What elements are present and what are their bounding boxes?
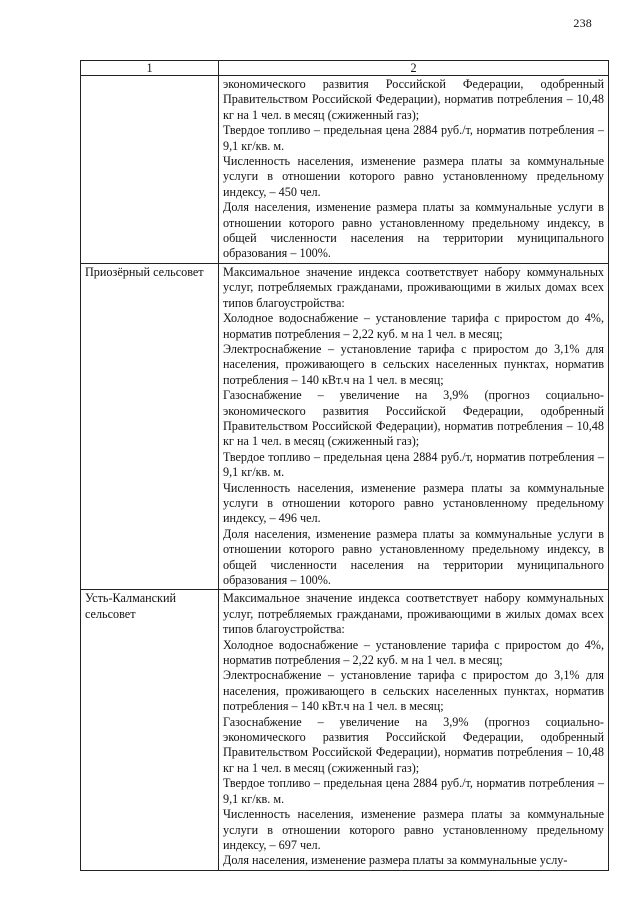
paragraph: Максимальное значение индекса соответствует набору коммунальных услуг, потребляемых гражданами, проживающими в жилых домах всех типов благоустройства:: [223, 264, 604, 310]
index-table: [80, 60, 609, 871]
paragraph: Холодное водоснабжение – установление тарифа с приростом до 4%, норматив потребления – 2,22 куб. м на 1 чел. в месяц;: [223, 637, 604, 668]
municipality-description: [219, 590, 609, 870]
paragraph: Холодное водоснабжение – установление тарифа с приростом до 4%, норматив потребления – 2,22 куб. м на 1 чел. в месяц;: [223, 311, 604, 341]
paragraph: Доля населения, изменение размера платы за коммунальные услуги в отношении которого равно установленному предельному индексу, в общей численности населения на территории муниципального образования – 100%.: [223, 200, 604, 261]
paragraph: Численность населения, изменение размера платы за коммунальные услуги в отношении которого равно установленному предельному индексу, – 496 чел.: [223, 480, 604, 526]
municipality-name: Приозёрный сельсовет: [81, 263, 219, 590]
paragraph: Твердое топливо – предельная цена 2884 руб./т, норматив потребления – 9,1 кг/кв. м.: [223, 449, 604, 480]
paragraph: Численность населения, изменение размера платы за коммунальные услуги в отношении которого равно установленному предельному индексу, – 697 чел.: [223, 807, 604, 852]
table-row: [81, 590, 609, 870]
paragraph: Газоснабжение – увеличение на 3,9% (прогноз социально-экономического развития Российской Федерации, одобренный Правительством Российской Федерации), норматив потребления – 10,48 кг на 1 чел. в месяц (сжиженный газ);: [223, 388, 604, 449]
page-number: 238: [573, 16, 592, 30]
paragraph: Доля населения, изменение размера платы за коммунальные услу-: [223, 853, 568, 868]
paragraph: Твердое топливо – предельная цена 2884 руб./т, норматив потребления – 9,1 кг/кв. м.: [223, 776, 604, 806]
paragraph: Твердое топливо – предельная цена 2884 руб./т, норматив потребления – 9,1 кг/кв. м.: [223, 123, 604, 153]
municipality-description: [219, 263, 609, 590]
table-row: [81, 263, 609, 590]
paragraph: Электроснабжение – установление тарифа с приростом до 3,1% для населения, проживающего в сельских населенных пунктах, норматив потребления – 140 кВт.ч на 1 чел. в месяц;: [223, 668, 604, 714]
column-header-1: 1: [81, 61, 219, 76]
municipality-name: [81, 76, 219, 264]
table-row: [81, 76, 609, 264]
paragraph: экономического развития Российской Федерации, одобренный Правительством Российской Федерации), норматив потребления – 10,48 кг на 1 чел. в месяц (сжиженный газ);: [223, 77, 604, 122]
paragraph: Электроснабжение – установление тарифа с приростом до 3,1% для населения, проживающего в сельских населенных пунктах, норматив потребления – 140 кВт.ч на 1 чел. в месяц;: [223, 341, 604, 387]
paragraph: Максимальное значение индекса соответствует набору коммунальных услуг, потребляемых гражданами, проживающими в жилых домах всех типов благоустройства:: [223, 591, 604, 637]
municipality-description: [219, 76, 609, 264]
paragraph: Доля населения, изменение размера платы за коммунальные услуги в отношении которого равно установленному предельному индексу, в общей численности населения на территории муниципального образования – 100%.: [223, 526, 604, 587]
header-row: [81, 61, 609, 76]
column-header-2: 2: [219, 61, 609, 76]
paragraph: Численность населения, изменение размера платы за коммунальные услуги в отношении которого равно установленному предельному индексу, – 450 чел.: [223, 154, 604, 199]
paragraph: Газоснабжение – увеличение на 3,9% (прогноз социально-экономического развития Российской Федерации, одобренный Правительством Российской Федерации), норматив потребления – 10,48 кг на 1 чел. в месяц (сжиженный газ);: [223, 714, 604, 775]
municipality-name: Усть-Калманский сельсовет: [81, 590, 219, 870]
